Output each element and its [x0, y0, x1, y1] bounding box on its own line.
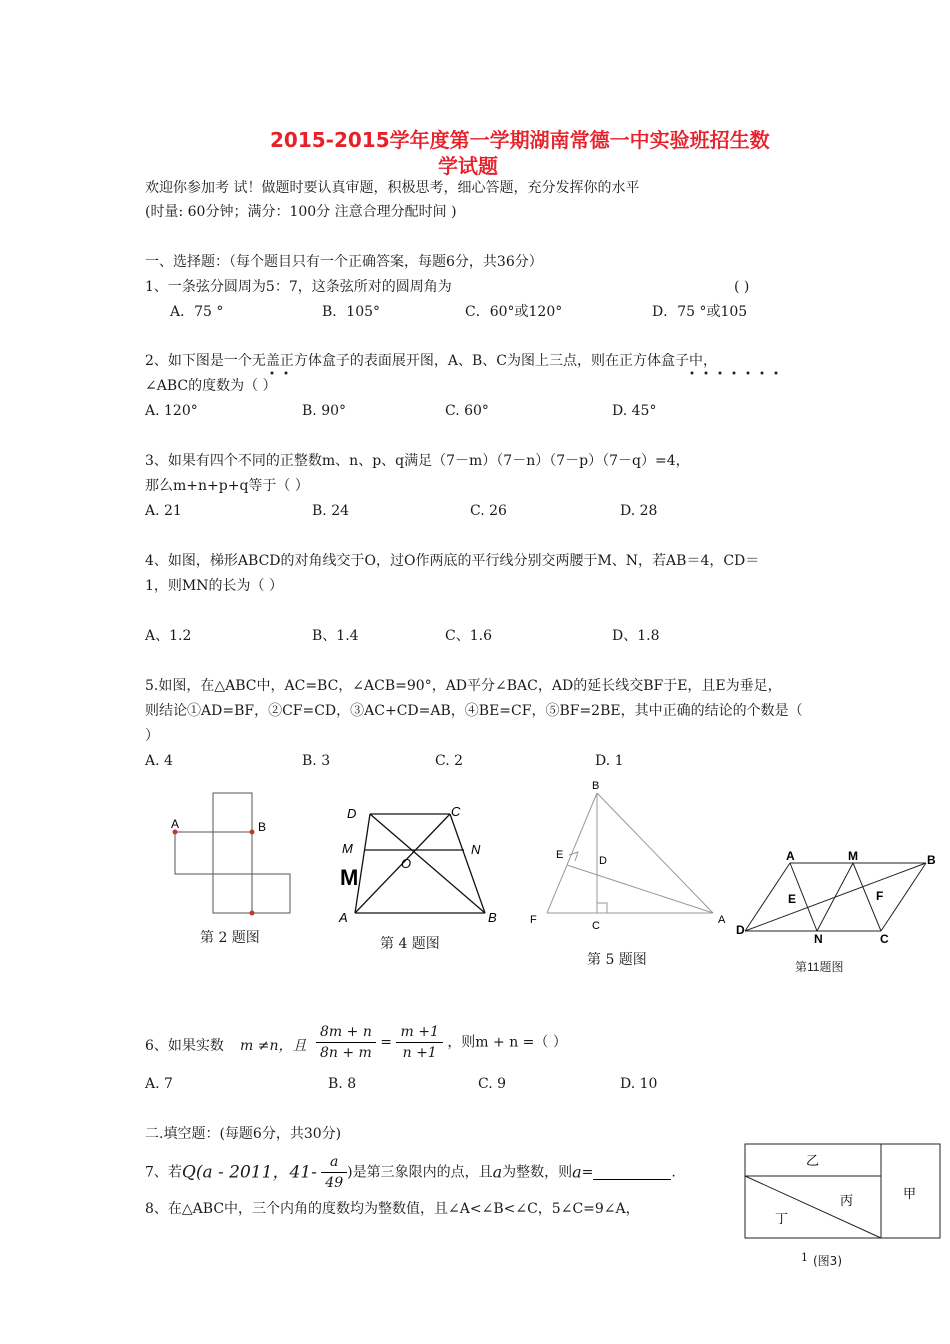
section2-heading: 二.填空题：(每题6分，共30分) [145, 1126, 342, 1142]
q7-frac-numerator: a [321, 1152, 347, 1173]
q6-frac1-denominator: 8n + m [320, 1045, 372, 1061]
fig11-label-e: E [788, 892, 797, 906]
fig3-label-yi: 乙 [806, 1153, 820, 1168]
q5-option-c: C. 2 [435, 753, 464, 769]
q1-text: 1、一条弦分圆周为5：7，这条弦所对的圆周角为 [145, 279, 452, 295]
q1-option-a: A．75 ° [170, 304, 224, 320]
q1-option-d: D．75 °或105 [652, 304, 748, 320]
fig4-label-d: D [347, 806, 357, 821]
fig3-label-ding: 丁 [775, 1211, 789, 1226]
q6-frac1-numerator: 8m + n [316, 1022, 376, 1043]
q7-expression-a: Q(a - 2011，41- [181, 1162, 317, 1183]
q6-prefix: 6、如果实数 [145, 1038, 224, 1054]
q2-emphasis-dots [0, 0, 950, 400]
section1-heading: 一、选择题：（每个题目只有一个正确答案，每题6分，共36分） [145, 254, 543, 270]
q6-option-d: D. 10 [620, 1076, 658, 1092]
q6-frac2-denominator: n +1 [402, 1045, 437, 1061]
q5-option-a: A. 4 [145, 753, 173, 769]
q3-text-2: 那么m+n+p+q等于（ ） [145, 478, 309, 494]
figure-3-caption: (图3) [813, 1254, 842, 1268]
q6-frac2-numerator: m +1 [396, 1022, 442, 1043]
q7-var-a-2: a [572, 1162, 582, 1182]
fig11-label-m: M [848, 849, 858, 863]
q2-option-d: D. 45° [612, 403, 657, 419]
q6-equals: = [380, 1034, 393, 1051]
q7-mid-text: 为整数，则 [502, 1164, 573, 1181]
title-line-1: 2015-2015学年度第一学期湖南常德一中实验班招生数 [270, 128, 770, 152]
q5-option-d: D. 1 [595, 753, 624, 769]
q4-option-b: B、1.4 [312, 628, 359, 644]
q3-option-b: B. 24 [312, 503, 350, 519]
q6-option-a: A. 7 [145, 1076, 173, 1092]
q2-text-2: ∠ABC的度数为（ ） [145, 378, 277, 394]
title-line-2: 学试题 [438, 154, 498, 178]
fig11-label-n: N [814, 932, 823, 946]
fig5-label-e: E [556, 849, 564, 861]
figure-5-triangle [525, 775, 740, 935]
fig2-label-b: B [258, 820, 267, 834]
q8-text: 8、在△ABC中，三个内角的度数均为整数值，且∠A<∠B<∠C，5∠C=9∠A， [145, 1201, 640, 1217]
time-note: (时量: 60分钟；满分：100分 注意合理分配时间 ) [145, 204, 457, 220]
q6-suffix: ，则m + n =（ ） [447, 1034, 567, 1051]
q3-option-d: D. 28 [620, 503, 658, 519]
figure-2-caption: 第 2 题图 [200, 930, 260, 946]
q3-text-1: 3、如果有四个不同的正整数m、n、p、q满足（7－m）（7－n）（7－p）（7－q）=4， [145, 453, 690, 469]
fig5-label-a: A [718, 914, 726, 926]
q4-text-2: 1，则MN的长为（ ） [145, 578, 283, 594]
fig5-label-c: C [592, 920, 600, 932]
q6-option-b: B. 8 [328, 1076, 357, 1092]
fig4-label-o: O [401, 856, 412, 871]
q6-fraction-2 [396, 1022, 442, 1063]
q7-period: . [671, 1164, 676, 1181]
intro-text: 欢迎你参加考 试！做题时要认真审题，积极思考，细心答题，充分发挥你的水平 [145, 180, 640, 196]
fig3-label-jia: 甲 [903, 1186, 917, 1201]
q1-answer-paren: ( ) [734, 279, 750, 295]
q2-option-c: C. 60° [445, 403, 489, 419]
q4-text-1: 4、如图，梯形ABCD的对角线交于O，过O作两底的平行线分别交两腰于M、N，若AB＝4，CD＝ [145, 553, 760, 569]
q7-prefix: 7、若 [145, 1164, 182, 1181]
q7-expression-b: )是第三象限内的点，且 [347, 1164, 493, 1181]
q2-option-a: A. 120° [145, 403, 198, 419]
fig3-label-bing: 丙 [840, 1193, 854, 1208]
page-number: 1 [801, 1251, 808, 1264]
fig11-label-b: B [927, 853, 936, 867]
q6-option-c: C. 9 [478, 1076, 507, 1092]
fig4-label-n: N [471, 842, 481, 857]
figure-4-trapezoid [335, 800, 505, 930]
figure-3-diagram [744, 1143, 942, 1241]
figure-5-caption: 第 5 题图 [587, 952, 647, 968]
q2-option-b: B. 90° [302, 403, 347, 419]
q7-answer-blank[interactable] [593, 1165, 671, 1180]
q4-option-d: D、1.8 [612, 628, 660, 644]
figure-2-cube-net [165, 785, 300, 920]
q1-option-b: B．105° [322, 304, 381, 320]
q5-option-b: B. 3 [302, 753, 331, 769]
q3-option-c: C. 26 [470, 503, 507, 519]
q6-condition: m ≠n，且 [240, 1038, 307, 1054]
q4-option-a: A、1.2 [145, 628, 192, 644]
fig4-label-m: M [342, 841, 353, 856]
q7-line [145, 1152, 676, 1193]
fig11-label-d: D [736, 923, 745, 937]
figure-11-parallelogram [730, 845, 945, 955]
fig4-label-big-m: M [340, 865, 359, 890]
q3-option-a: A. 21 [145, 503, 182, 519]
q5-text-2: 则结论①AD=BF，②CF=CD，③AC+CD=AB，④BE=CF，⑤BF=2BE，其中正确的结论的个数是（ [145, 703, 803, 719]
fig5-label-d: D [599, 855, 607, 867]
q7-equals: = [581, 1164, 594, 1181]
figure-11-caption: 第11题图 [795, 960, 844, 974]
q4-option-c: C、1.6 [445, 628, 492, 644]
fig11-label-c: C [880, 932, 889, 946]
fig4-label-a: A [339, 910, 348, 925]
q7-var-a: a [492, 1162, 503, 1182]
q7-frac-denominator: 49 [325, 1175, 344, 1191]
q5-text-1: 5.如图，在△ABC中，AC=BC，∠ACB=90°，AD平分∠BAC，AD的延长线交BF于E，且E为垂足， [145, 678, 782, 694]
fig11-label-a: A [786, 849, 795, 863]
fig5-label-b: B [592, 780, 600, 792]
q6-equation [316, 1022, 567, 1063]
fig4-label-b: B [488, 910, 497, 925]
q1-option-c: C．60°或120° [465, 304, 563, 320]
q7-fraction [321, 1152, 347, 1193]
q2-text-1: 2、如下图是一个无盖正方体盒子的表面展开图，A、B、C为图上三点，则在正方体盒子中， [145, 353, 718, 369]
fig4-label-c: C [451, 804, 461, 819]
q6-fraction-1 [316, 1022, 376, 1063]
fig2-label-a: A [171, 817, 180, 831]
figure-4-caption: 第 4 题图 [380, 936, 440, 952]
q5-text-3: ） [145, 728, 159, 744]
fig11-label-f: F [876, 889, 884, 903]
fig5-label-f: F [530, 914, 537, 926]
